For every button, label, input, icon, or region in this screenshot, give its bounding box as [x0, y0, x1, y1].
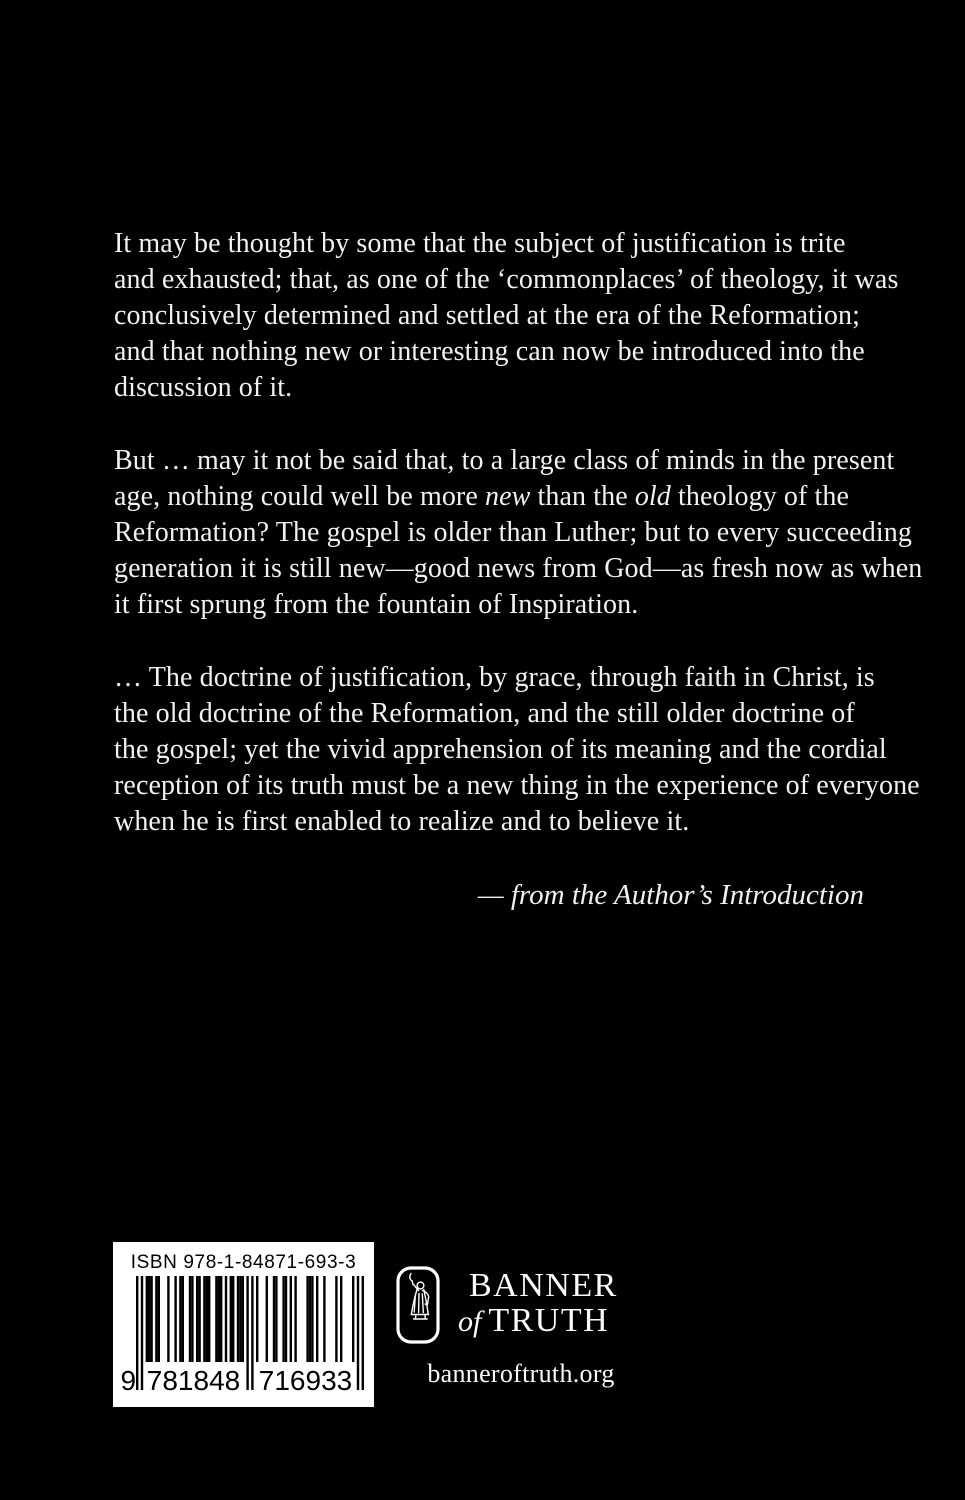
barcode-digit-group: 9	[120, 1365, 137, 1396]
text-line: reception of its truth must be a new thing in the experience of everyone	[114, 770, 920, 801]
publisher-lockup	[396, 1266, 646, 1344]
isbn-barcode	[113, 1242, 374, 1407]
barcode-digit-group: 716933	[258, 1365, 353, 1396]
attribution-line: — from the Author’s Introduction	[477, 879, 864, 911]
text-line: the old doctrine of the Reformation, and the still older doctrine of	[114, 698, 855, 729]
text-line: and that nothing new or interesting can now be introduced into the	[114, 336, 865, 367]
publisher-logo	[396, 1266, 646, 1389]
text-line: It may be thought by some that the subject of justification is trite	[114, 228, 846, 259]
blurb-paragraph-2	[114, 443, 923, 623]
text-line: and exhausted; that, as one of the ‘commonplaces’ of theology, it was	[114, 264, 899, 295]
isbn-label: ISBN 978-1-84871-693-3	[130, 1252, 357, 1273]
banner-of-truth-figure-icon	[396, 1266, 440, 1344]
barcode-digit-group: 781848	[146, 1365, 241, 1396]
text-line: age, nothing could well be more new than the old theology of the	[114, 481, 850, 512]
text-line: conclusively determined and settled at the era of the Reformation;	[114, 300, 861, 331]
publisher-name-of: of	[458, 1305, 482, 1338]
text-line: generation it is still new—good news from God—as fresh now as when	[114, 553, 923, 584]
publisher-url: banneroftruth.org	[427, 1359, 615, 1388]
barcode	[120, 1276, 364, 1398]
blurb-text	[114, 226, 923, 913]
text-line: … The doctrine of justification, by grace, through faith in Christ, is	[114, 662, 875, 693]
blurb-paragraph-1	[114, 226, 899, 406]
text-line: when he is first enabled to realize and to believe it.	[114, 806, 690, 837]
publisher-name-bottom	[458, 1303, 618, 1339]
text-line: the gospel; yet the vivid apprehension of its meaning and the cordial	[114, 734, 887, 765]
publisher-name	[458, 1269, 618, 1339]
text-line: Reformation? The gospel is older than Luther; but to every succeeding	[114, 517, 912, 548]
text-line: But … may it not be said that, to a large class of minds in the present	[114, 445, 895, 476]
text-line: it first sprung from the fountain of Inspiration.	[114, 589, 639, 620]
publisher-name-top: BANNER	[469, 1267, 618, 1304]
blurb-paragraph-3	[114, 660, 920, 840]
text-line: discussion of it.	[114, 372, 293, 403]
publisher-name-truth: TRUTH	[488, 1302, 610, 1339]
